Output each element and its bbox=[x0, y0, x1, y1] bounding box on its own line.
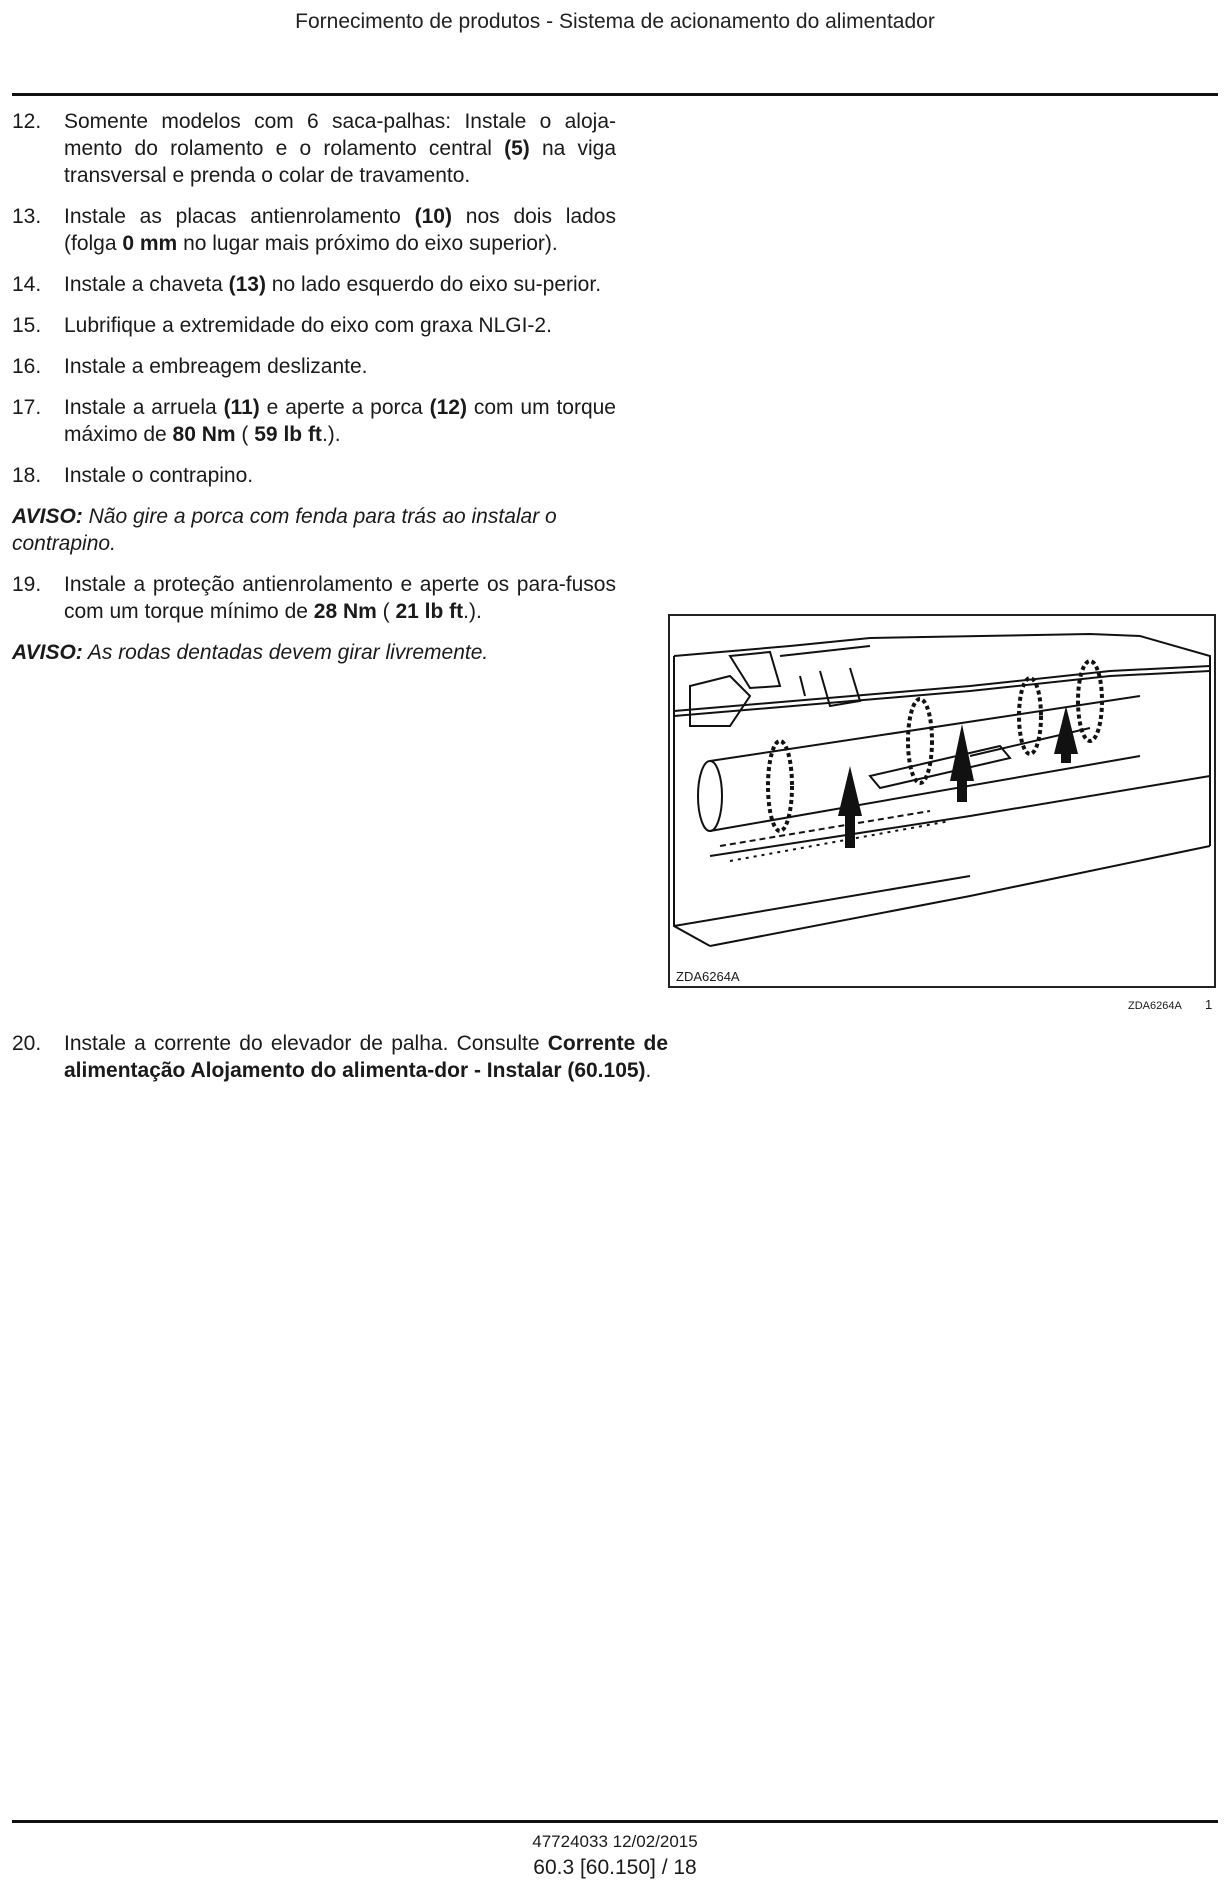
step-text-part: Lubrifique a extremidade do eixo com graxa NLGI-2. bbox=[64, 314, 552, 337]
note-text: As rodas dentadas devem girar livremente. bbox=[82, 641, 489, 664]
figure-caption-code: ZDA6264A bbox=[1128, 1000, 1182, 1012]
figure-code: ZDA6264A bbox=[676, 969, 740, 984]
note-text: Não gire a porca com fenda para trás ao instalar o contrapino. bbox=[12, 505, 557, 555]
page-header-title: Fornecimento de produtos - Sistema de acionamento do alimentador bbox=[295, 10, 935, 33]
instruction-steps bbox=[12, 108, 616, 680]
step-text-bold: Corrente de alimentação Alojamento do alimenta-dor - Instalar (60.105) bbox=[64, 1032, 668, 1082]
step-text-part: Instale o contrapino. bbox=[64, 464, 254, 487]
step-text-part: no lado esquerdo do eixo su-perior. bbox=[265, 273, 602, 296]
steps-list bbox=[12, 108, 616, 489]
step-text-part: ( bbox=[235, 423, 255, 446]
step-text-bold: 28 Nm bbox=[313, 600, 377, 623]
note-label: AVISO: bbox=[12, 505, 83, 528]
footer-rule bbox=[12, 1820, 1218, 1823]
step-text-part: Somente modelos com 6 saca-palhas: Instale o aloja-mento do rolamento e o rolamento central bbox=[64, 110, 616, 160]
step-text bbox=[64, 273, 601, 296]
step-text-part: Instale a embreagem deslizante. bbox=[64, 355, 368, 378]
step-text-bold: 21 lb ft bbox=[395, 600, 464, 623]
step-text bbox=[64, 464, 253, 487]
step-text-part: com um torque máximo de bbox=[64, 396, 616, 446]
step-text-part: . bbox=[645, 1059, 652, 1082]
feeder-shaft-drawing bbox=[670, 616, 1216, 988]
step-20 bbox=[12, 1030, 668, 1084]
step-number: 16. bbox=[12, 355, 42, 378]
step-text-part: Instale as placas antienrolamento bbox=[64, 205, 415, 228]
step-text-part: Instale a proteção antienrolamento e aperte os para-fusos com um torque mínimo de bbox=[64, 573, 616, 623]
note-label: AVISO: bbox=[12, 641, 83, 664]
header-rule bbox=[12, 93, 1218, 96]
step-text-part: .). bbox=[463, 600, 482, 623]
step-number: 14. bbox=[12, 273, 42, 296]
step-text bbox=[64, 1032, 668, 1082]
step-number: 18. bbox=[12, 464, 42, 487]
step-text-part: e aperte a porca bbox=[259, 396, 430, 419]
figure-number: 1 bbox=[1205, 997, 1213, 1012]
step-text-bold: (11) bbox=[223, 396, 260, 419]
step-text-part: no lugar mais próximo do eixo superior). bbox=[177, 232, 558, 255]
figure-feeder-shaft-illustration bbox=[668, 614, 1216, 988]
step-text-bold: (12) bbox=[429, 396, 467, 419]
step-text-part: Instale a arruela bbox=[64, 396, 224, 419]
step-item bbox=[12, 108, 616, 189]
step-item bbox=[12, 271, 616, 298]
step-text-part: ( bbox=[376, 600, 396, 623]
step-text-part: .). bbox=[321, 423, 341, 446]
step-item bbox=[12, 203, 616, 257]
step-text bbox=[64, 396, 616, 446]
warning-note-1 bbox=[12, 503, 616, 557]
step-number: 17. bbox=[12, 396, 42, 419]
step-number: 13. bbox=[12, 205, 42, 228]
step-number: 19. bbox=[12, 573, 42, 596]
step-text-part: Instale a chaveta bbox=[64, 273, 229, 296]
step-text-part: nos dois lados (folga bbox=[64, 205, 616, 255]
step-text bbox=[64, 573, 616, 623]
step-text-bold: (10) bbox=[414, 205, 452, 228]
step-number: 12. bbox=[12, 110, 42, 133]
step-item bbox=[12, 462, 616, 489]
footer-doc-number: 47724033 12/02/2015 bbox=[532, 1832, 698, 1851]
step-text bbox=[64, 355, 368, 378]
footer-page-ref: 60.3 [60.150] / 18 bbox=[533, 1856, 697, 1879]
step-text-part: na viga transversal e prenda o colar de travamento. bbox=[64, 137, 616, 187]
step-text-bold: (13) bbox=[228, 273, 266, 296]
step-19 bbox=[12, 571, 616, 625]
step-text-bold: (5) bbox=[504, 137, 530, 160]
step-number: 20. bbox=[12, 1032, 42, 1055]
step-text-part: Instale a corrente do elevador de palha. Consulte bbox=[64, 1032, 548, 1055]
step-text-bold: 59 lb ft bbox=[254, 423, 322, 446]
step-text bbox=[64, 314, 552, 337]
step-number: 15. bbox=[12, 314, 42, 337]
step-text bbox=[64, 205, 616, 255]
step-text-bold: 80 Nm bbox=[172, 423, 236, 446]
step-text bbox=[64, 110, 616, 187]
step-item bbox=[12, 394, 616, 448]
warning-note-2 bbox=[12, 639, 616, 666]
step-item bbox=[12, 353, 616, 380]
step-item bbox=[12, 312, 616, 339]
step-text-bold: 0 mm bbox=[122, 232, 178, 255]
